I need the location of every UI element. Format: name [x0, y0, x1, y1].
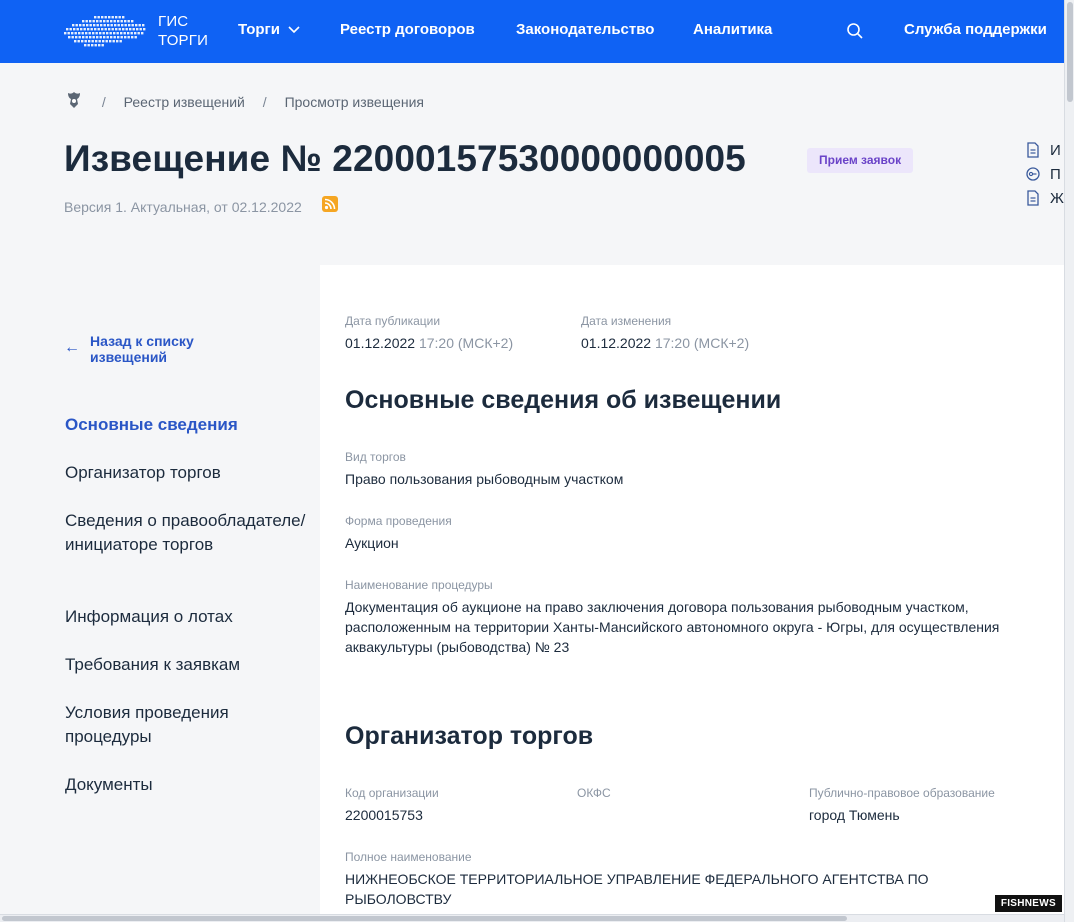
chevron-down-icon — [288, 26, 300, 34]
nav-requirements[interactable]: Требования к заявкам — [65, 655, 241, 674]
side-action-label: Ж — [1050, 189, 1064, 207]
breadcrumb-separator: / — [262, 93, 267, 110]
nav-basic-info[interactable]: Основные сведения — [65, 415, 238, 434]
ppo-label: Публично-правовое образование — [809, 786, 995, 800]
okfs-label: ОКФС — [577, 786, 611, 800]
logo-line1: ГИС — [158, 13, 189, 30]
published-time: 17:20 (МСК+2) — [418, 335, 514, 351]
published-label: Дата публикации — [345, 314, 441, 328]
side-action-label: И — [1050, 141, 1061, 159]
nav-rightholder[interactable]: Сведения о правообладателе/инициаторе торгов — [65, 511, 306, 554]
organizer-heading: Организатор торгов — [345, 722, 594, 750]
fullname-label: Полное наименование — [345, 850, 472, 864]
nav-torgi[interactable] — [238, 21, 300, 38]
nav-torgi-label: Торги — [238, 21, 281, 38]
gis-torgi-logo[interactable] — [64, 8, 214, 56]
document-icon — [1026, 142, 1040, 158]
page-title: Извещение № 22000157530000000005 — [64, 138, 746, 179]
side-action-document[interactable] — [1026, 138, 1064, 162]
form-label: Форма проведения — [345, 514, 452, 528]
notice-content — [320, 265, 1064, 914]
procedure-name-label: Наименование процедуры — [345, 578, 493, 592]
logo-line2: ТОРГИ — [158, 32, 209, 49]
back-link-label: Назад к списку извещений — [90, 333, 194, 365]
changed-value — [581, 333, 749, 353]
nav-analytics[interactable]: Аналитика — [693, 21, 773, 38]
horizontal-scrollbar[interactable] — [0, 914, 1064, 922]
org-code-label: Код организации — [345, 786, 439, 800]
version-info: Версия 1. Актуальная, от 02.12.2022 — [64, 199, 302, 215]
nav-registry-contracts[interactable]: Реестр договоров — [340, 21, 475, 38]
nav-legislation[interactable]: Законодательство — [516, 21, 655, 38]
watermark: FISHNEWS — [995, 895, 1062, 912]
auction-type-label: Вид торгов — [345, 450, 406, 464]
scroll-thumb[interactable] — [2, 916, 847, 921]
russia-map-icon — [64, 14, 148, 48]
nav-organizer[interactable]: Организатор торгов — [65, 463, 221, 482]
side-action-key[interactable] — [1026, 162, 1064, 186]
basic-info-heading: Основные сведения об извещении — [345, 386, 782, 414]
rss-icon[interactable] — [322, 196, 338, 212]
breadcrumb — [64, 90, 424, 113]
arrow-left-icon: ← — [64, 339, 80, 356]
org-code-value: 2200015753 — [345, 807, 423, 823]
breadcrumb-notice-registry[interactable]: Реестр извещений — [123, 93, 245, 110]
form-value: Аукцион — [345, 535, 399, 551]
published-value — [345, 333, 513, 353]
document-icon — [1026, 190, 1040, 206]
vertical-scrollbar[interactable] — [1064, 0, 1074, 922]
logo-text — [158, 12, 208, 50]
back-to-list-link[interactable] — [64, 333, 240, 365]
key-icon — [1026, 166, 1040, 182]
side-action-label: П — [1050, 165, 1061, 183]
search-icon[interactable] — [846, 22, 864, 40]
status-badge: Прием заявок — [807, 148, 913, 173]
published-date: 01.12.2022 — [345, 335, 416, 351]
side-actions — [1026, 138, 1064, 210]
auction-type-value: Право пользования рыбоводным участком — [345, 471, 624, 487]
nav-documents[interactable]: Документы — [65, 775, 153, 794]
breadcrumb-separator: / — [101, 93, 106, 110]
changed-date: 01.12.2022 — [581, 335, 652, 351]
scroll-thumb[interactable] — [1067, 2, 1073, 102]
nav-lots[interactable]: Информация о лотах — [65, 607, 233, 626]
changed-label: Дата изменения — [581, 314, 672, 328]
procedure-name-value: Документация об аукционе на право заключения договора пользования рыбоводным участком, расположенным на территории Ханты-Мансийского автономного округа - Югры, для осуществления аквакультуры (рыбоводства) № 23 — [345, 599, 1000, 655]
breadcrumb-current: Просмотр извещения — [284, 93, 424, 110]
changed-time: 17:20 (МСК+2) — [654, 335, 750, 351]
top-navigation-bar — [0, 0, 1064, 63]
side-action-journal[interactable] — [1026, 186, 1064, 210]
nav-conditions[interactable]: Условия проведения процедуры — [65, 703, 229, 746]
support-link[interactable]: Служба поддержки — [904, 21, 1047, 38]
ppo-value: город Тюмень — [809, 807, 900, 823]
emblem-icon[interactable] — [64, 90, 84, 113]
section-navigation — [0, 265, 320, 922]
fullname-value: НИЖНЕОБСКОЕ ТЕРРИТОРИАЛЬНОЕ УПРАВЛЕНИЕ ФЕДЕРАЛЬНОГО АГЕНТСТВА ПО РЫБОЛОВСТВУ — [345, 871, 929, 907]
